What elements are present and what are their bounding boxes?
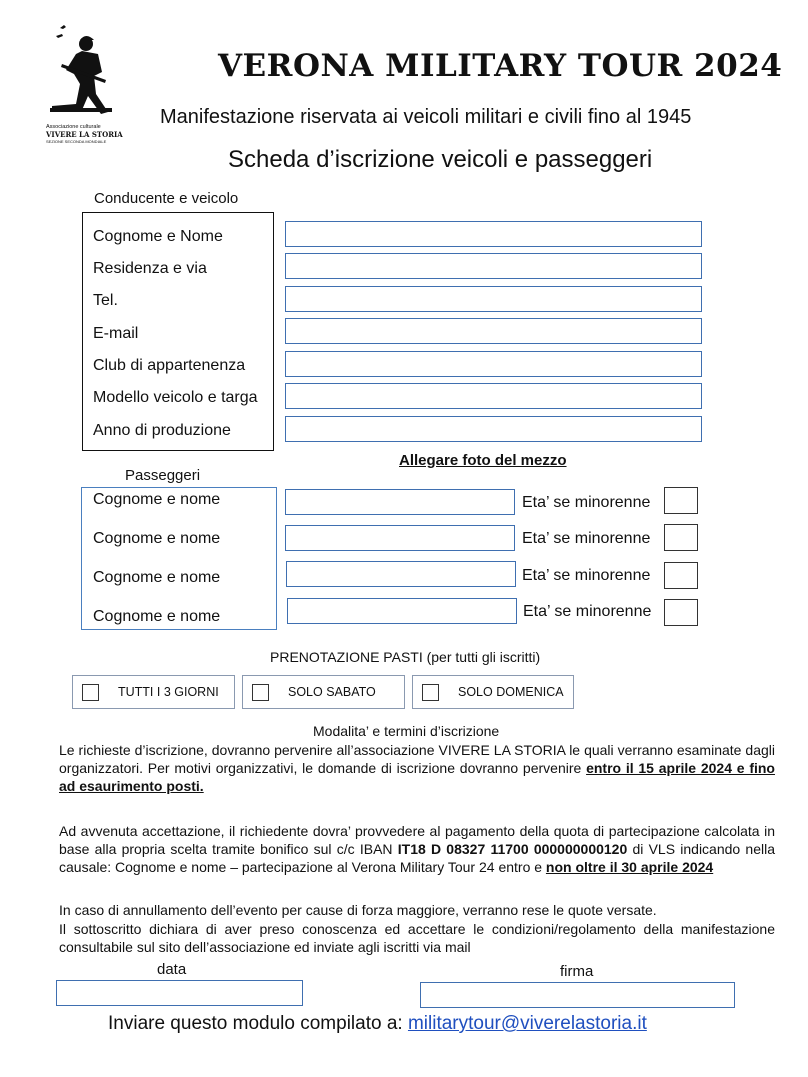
page-subtitle: Manifestazione riservata ai veicoli militari e civili fino al 1945 xyxy=(160,106,692,128)
driver-label-email: E-mail xyxy=(93,325,139,342)
driver-label-name: Cognome e Nome xyxy=(93,228,223,245)
driver-label-club: Club di appartenenza xyxy=(93,357,246,374)
passenger-name-field-1[interactable] xyxy=(285,489,515,515)
terms-p1-text: Le richieste d’iscrizione, dovranno pervenire all’associazione VIVERE LA STORIA le quali verranno esaminate dagli organizzatori. Per motivi organizzativi, le domande di iscrizione dovranno pervenire xyxy=(59,742,775,776)
driver-label-address: Residenza e via xyxy=(93,260,207,277)
checkbox-saturday[interactable] xyxy=(252,684,269,701)
payment-deadline-text: non oltre il 30 aprile 2024 xyxy=(545,859,714,875)
passenger-label-3: Cognome e nome xyxy=(93,569,221,586)
meal-option-saturday[interactable] xyxy=(242,675,405,709)
passenger-name-field-2[interactable] xyxy=(285,525,515,551)
soldier-silhouette-icon xyxy=(46,24,118,119)
terms-p2-text: Ad avvenuta accettazione, il richiedente dovra’ provvedere al pagamento della quota di partecipazione calcolata in base alla propria scelta tramite bonifico sul c/c IBAN xyxy=(59,823,775,857)
terms-title: Modalita’ e termini d’iscrizione xyxy=(313,723,500,739)
terms-paragraph-4: Il sottoscritto dichiara di aver preso conoscenza ed accettare le condizioni/regolamento della manifestazione consultabile sul sito dell’associazione ed inviate agli iscritti via mail xyxy=(59,921,775,955)
terms-p2-text-2: di VLS indicando nella causale: Cognome e nome – partecipazione al Verona Military Tour 24 entro e xyxy=(59,841,776,875)
vehicle-field[interactable] xyxy=(285,383,702,409)
page-title: VERONA MILITARY TOUR 2024 xyxy=(218,48,783,84)
passenger-label-4: Cognome e nome xyxy=(93,608,221,625)
footer xyxy=(108,1013,647,1035)
deadline-text: entro il 15 aprile 2024 e fino ad esaurimento posti. xyxy=(59,760,775,794)
terms-paragraph-3: In caso di annullamento dell’evento per cause di forza maggiore, verranno rese le quote versate. xyxy=(59,902,657,918)
name-field[interactable] xyxy=(285,221,702,247)
age-field-4[interactable] xyxy=(664,599,698,626)
checkbox-sunday[interactable] xyxy=(422,684,439,701)
meal-label-all-days: TUTTI I 3 GIORNI xyxy=(118,685,219,699)
age-label-3: Eta’ se minorenne xyxy=(522,567,651,584)
signature-field[interactable] xyxy=(420,982,735,1008)
photo-note: Allegare foto del mezzo xyxy=(399,452,567,469)
meal-option-all-days[interactable] xyxy=(72,675,235,709)
signature-label: firma xyxy=(560,963,594,980)
meal-option-sunday[interactable] xyxy=(412,675,574,709)
passenger-label-2: Cognome e nome xyxy=(93,530,221,547)
email-field[interactable] xyxy=(285,318,702,344)
age-field-2[interactable] xyxy=(664,524,698,551)
phone-field[interactable] xyxy=(285,286,702,312)
age-label-4: Eta’ se minorenne xyxy=(523,603,652,620)
age-field-1[interactable] xyxy=(664,487,698,514)
logo-text-main: VIVERE LA STORIA xyxy=(46,130,123,139)
driver-label-vehicle: Modello veicolo e targa xyxy=(93,389,258,406)
logo-text-top: Associazione culturale xyxy=(46,124,101,130)
logo-text-sub: SEZIONE SECONDA MONDIALE xyxy=(46,139,107,144)
age-field-3[interactable] xyxy=(664,562,698,589)
meal-label-sunday: SOLO DOMENICA xyxy=(458,685,564,699)
passengers-group-label: Passeggeri xyxy=(125,467,201,484)
driver-label-phone: Tel. xyxy=(93,292,118,309)
club-field[interactable] xyxy=(285,351,702,377)
year-field[interactable] xyxy=(285,416,702,442)
footer-text: Inviare questo modulo compilato a: xyxy=(108,1013,408,1034)
footer-email-link[interactable]: militarytour@viverelastoria.it xyxy=(407,1013,647,1034)
terms-paragraph-2 xyxy=(59,822,775,876)
passenger-name-field-4[interactable] xyxy=(287,598,517,624)
form-heading: Scheda d’iscrizione veicoli e passeggeri xyxy=(228,146,653,173)
driver-label-year: Anno di produzione xyxy=(93,422,231,439)
date-field[interactable] xyxy=(56,980,303,1006)
meal-label-saturday: SOLO SABATO xyxy=(288,685,376,699)
meals-title: PRENOTAZIONE PASTI (per tutti gli iscritti) xyxy=(270,649,541,665)
age-label-2: Eta’ se minorenne xyxy=(522,530,651,547)
iban-text: IT18 D 08327 11700 000000000120 xyxy=(397,841,628,857)
checkbox-all-days[interactable] xyxy=(82,684,99,701)
terms-paragraph-1 xyxy=(59,741,775,795)
passenger-name-field-3[interactable] xyxy=(286,561,516,587)
age-label-1: Eta’ se minorenne xyxy=(522,494,651,511)
address-field[interactable] xyxy=(285,253,702,279)
association-logo xyxy=(46,24,123,144)
date-label: data xyxy=(157,961,187,978)
driver-group-label: Conducente e veicolo xyxy=(94,190,239,207)
passenger-label-1: Cognome e nome xyxy=(93,491,221,508)
